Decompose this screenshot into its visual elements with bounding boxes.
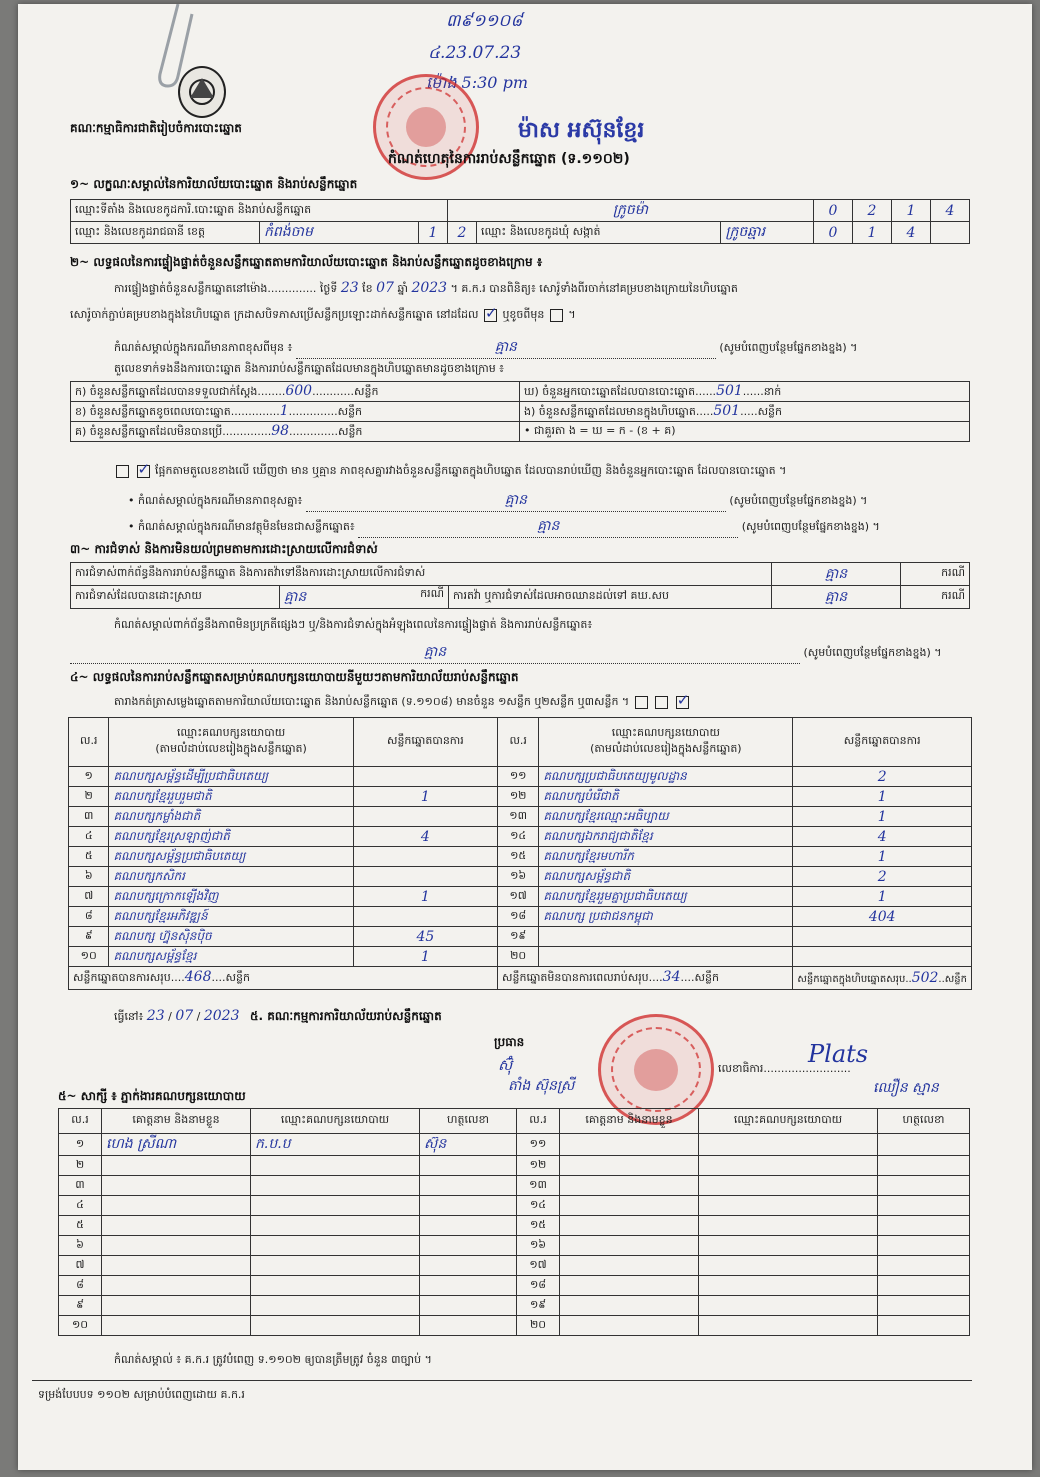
party-number: ១៨: [498, 907, 539, 927]
party-number: ៣: [69, 807, 109, 827]
has-diff-checkbox[interactable]: [116, 465, 129, 478]
s2-figures-table: ក) ចំនួនសន្លឹកឆ្នោតដែលបានទទួលជាក់ស្តែង........600............សន្លឹក ឃ) ចំនួនអ្នកបោះឆ្នោតដែលបានបោះឆ្នោត......501......នាក់ ខ) ចំនួនសន្លឹកឆ្នោតខូចពេលបោះឆ្នោត..............1..............សន្លឹក ង) ចំនួនសន្លឹកឆ្នោតដែលមានក្នុងហិបឆ្នោត.....501.....សន្លឹក គ) ចំនួនសន្លឹកឆ្នោតដែលមិនបានប្រើ..............98..............សន្លឹក • ជាគួរតា ង = ឃ = ក - (ខ + គ): [70, 381, 970, 442]
kha-value: 1: [279, 402, 289, 419]
s1-table: ឈ្មោះទីតាំង និងលេខកូដការិ.បោះឆ្នោត និងរាប់សន្លឹកឆ្នោត ក្រូចម៉ា 0 2 1 4 ឈ្មោះ និងលេខកូដរាជធានី ខេត្ត កំពង់ចាម 1 2 ឈ្មោះ និងលេខកូដឃុំ សង្កាត់ ក្រូចឆ្មារ 0 1 4: [70, 199, 970, 244]
province-name: កំពង់ចាម: [260, 222, 419, 244]
witness-number: ១០: [59, 1316, 102, 1336]
witness-number: ៧: [59, 1256, 102, 1276]
witness-name: [560, 1196, 699, 1216]
hw-code: ៣៩១១០៨: [446, 11, 523, 31]
footer-rule: [32, 1380, 972, 1381]
witness-number: ១៥: [517, 1216, 560, 1236]
table-row: [69, 847, 972, 867]
witness-number: ១១: [517, 1134, 560, 1156]
table-row: [59, 1134, 970, 1156]
witness-number: ១៩: [517, 1296, 560, 1316]
witness-name: [560, 1236, 699, 1256]
witness-number: ១៦: [517, 1236, 560, 1256]
party-name: គណបក្សខ្មែររួបរួមជាតិ: [109, 787, 353, 807]
witness-signature: [420, 1296, 517, 1316]
witness-party: [251, 1296, 420, 1316]
party-number: ២: [69, 787, 109, 807]
witness-party: [251, 1236, 420, 1256]
witness-signature: [420, 1176, 517, 1196]
witness-number: ៣: [59, 1176, 102, 1196]
party-name: គណបក្សខ្មែររួមគ្នាប្រជាធិបតេយ្យ: [539, 887, 793, 907]
party-number: ៦: [69, 867, 109, 887]
witness-name: [102, 1176, 251, 1196]
formula: • ជាគួរតា ង = ឃ = ក - (ខ + គ): [520, 422, 970, 442]
witness-number: ១៣: [517, 1176, 560, 1196]
damaged-checkbox[interactable]: [550, 309, 563, 322]
witness-party: [251, 1196, 420, 1216]
witness-signature: [878, 1176, 970, 1196]
party-name: គណបក្សកសិករ: [109, 867, 353, 887]
table-row: [59, 1216, 970, 1236]
witness-party: [251, 1316, 420, 1336]
party-number: ៧: [69, 887, 109, 907]
witness-name: [102, 1236, 251, 1256]
ngo-value: 501: [713, 402, 741, 419]
witness-party: [699, 1216, 878, 1236]
form-title: កំណត់ហេតុនៃការរាប់សន្លឹកឆ្នោត (ទ.១១០២): [388, 151, 630, 167]
nec-emblem: [178, 66, 226, 118]
witness-name: [102, 1196, 251, 1216]
witness-party: [699, 1276, 878, 1296]
table-row: [69, 927, 972, 947]
witness-party: [699, 1196, 878, 1216]
party-votes: 45: [353, 927, 497, 947]
witness-name: ហេង ស្រីណា: [102, 1134, 251, 1156]
table-row: [59, 1276, 970, 1296]
party-number: ១៤: [498, 827, 539, 847]
witness-party: [699, 1236, 878, 1256]
s3-note-value: គ្មាន: [70, 642, 800, 664]
s2-intro: តួលេខទាក់ទងនឹងការបោះឆ្នោត និងការរាប់សន្លឹកឆ្នោតដែលមានក្នុងហិបឆ្នោតមានដូចខាងក្រោម ៖: [114, 362, 505, 375]
party-votes: 1: [353, 947, 497, 967]
party-votes: [353, 807, 497, 827]
witness-party: ក.ប.ប: [251, 1134, 420, 1156]
party-name: [539, 927, 793, 947]
secretary-signature: Plats: [808, 1040, 869, 1068]
intact-checkbox[interactable]: [484, 309, 497, 322]
party-number: ៨: [69, 907, 109, 927]
witness-name: [560, 1256, 699, 1276]
party-number: ២០: [498, 947, 539, 967]
sign-day: 23: [146, 1008, 165, 1024]
witness-name: [560, 1316, 699, 1336]
sign-year: 2023: [203, 1008, 240, 1024]
witness-party: [251, 1216, 420, 1236]
party-votes: [353, 847, 497, 867]
table-row: [69, 787, 972, 807]
party-votes: 4: [793, 827, 972, 847]
party-name: គណបក្សកម្លាំងជាតិ: [109, 807, 353, 827]
party-number: ១៩: [498, 927, 539, 947]
witness-signature: [878, 1156, 970, 1176]
witness-number: ១៤: [517, 1196, 560, 1216]
check-day: 23: [340, 280, 359, 296]
party-number: ១៦: [498, 867, 539, 887]
table-row: [69, 907, 972, 927]
party-name: គណបក្សសម្ព័ន្ធដើម្បីប្រជាធិបតេយ្យ: [109, 767, 353, 787]
s5-note: កំណត់សម្គាល់ ៖ គ.ក.រ ត្រូវបំពេញ ទ.១១០២ ឲ្យបានត្រឹមត្រូវ ចំនួន ៣ច្បាប់ ។: [114, 1353, 432, 1366]
party-votes: 404: [793, 907, 972, 927]
party-number: ៤: [69, 827, 109, 847]
witness-signature: [878, 1296, 970, 1316]
form-paper: គណៈកម្មាធិការជាតិរៀបចំការបោះឆ្នោត ៣៩១១០៨ ៤.23.07.23 ម៉ោង 5:30 pm ម៉ាស អស៊ុនខ្មែរ កំណត់ហេតុនៃការរាប់សន្លឹកឆ្នោត (ទ.១១០២) ១~ លក្ខណៈសម្គាល់នៃការិយាល័យបោះឆ្នោត និងរាប់សន្លឹកឆ្នោត ឈ្មោះទីតាំង និងលេខកូដការិ.បោះឆ្នោត និងរាប់សន្លឹកឆ្នោត ក្រូចម៉ា 0 2 1 4 ឈ្មោះ និងលេខកូដរាជធានី ខេត្ត កំពង់ចាម 1 2 ឈ្មោះ និងលេខកូដឃុំ សង្កាត់ ក្រូចឆ្មារ 0 1 4 ២~ លទ្ធផលនៃការផ្ទៀងផ្ទាត់ចំនួនសន្លឹកឆ្នោតតាមការិយាល័យបោះឆ្នោត និងរាប់សន្លឹកឆ្នោតដូចខាងក្រោម ៖ ការផ្ទៀងផ្ទាត់ចំនួនសន្លឹកឆ្នោតនៅម៉ោង.............. ថ្ងៃទី 23 ខែ 07 ឆ្នាំ 2023 ។ គ.ក.រ បានពិនិត្យ៖ សោរ៉ូទាំងពីរចាក់នៅគម្របខាងក្រោយនៃហិបឆ្នោត សោរ៉ូចាក់ភ្ជាប់គម្របខាងក្នុងនៃហិបឆ្នោត ក្រដាសបិទភាសប្រើសន្លឹកប្រឡោះដាក់សន្លឹកឆ្នោត នៅដដែល ✓ ឬខូចពីមុន ។ កំណត់សម្គាល់ក្នុងករណីមានភាពខុសពីមុន ៖ គ្មាន (សូមបំពេញបន្ថែមផ្នែកខាងខ្នង) ។ តួលេខទាក់ទងនឹងការបោះឆ្នោត និងការរាប់សន្លឹកឆ្នោតដែលមានក្នុងហិបឆ្នោតមានដូចខាងក្រោម ៖ ក) ចំនួនសន្លឹកឆ្នោតដែលបានទទួលជាក់ស្តែង........600............សន្លឹក ឃ) ចំនួនអ្នកបោះឆ្នោតដែលបានបោះឆ្នោត......501......នាក់ ខ) ចំនួនសន្លឹកឆ្នោតខូចពេលបោះឆ្នោត..............1..............សន្លឹក ង) ចំនួនសន្លឹកឆ្នោតដែលមានក្នុងហិបឆ្នោត.....501.....សន្លឹក គ) ចំនួនសន្លឹកឆ្នោតដែលមិនបានប្រើ..............98..............សន្លឹក • ជាគួរតា ង = ឃ = ក - (ខ + គ) ✓ ផ្អែកតាមតួលេខខាងលើ ឃើញថា មាន ឬគ្មាន ភាពខុសគ្នារវាងចំនួនសន្លឹកឆ្នោតក្នុងហិបឆ្នោត ដែលបានរាប់ឃើញ និងចំនួនអ្នកបោះឆ្នោត ដែលបានបោះឆ្នោត ។ • កំណត់សម្គាល់ក្នុងករណីមានភាពខុសគ្នា៖ គ្មាន (សូមបំពេញបន្ថែមផ្នែកខាងខ្នង) ។ • កំណត់សម្គាល់ក្នុងករណីមានវត្ថុមិនមែនជាសន្លឹកឆ្នោត៖ គ្មាន (សូមបំពេញបន្ថែមផ្នែកខាងខ្នង) ។ ៣~ ការជំទាស់ និងការមិនយល់ព្រមតាមការដោះស្រាយលើការជំទាស់ ការជំទាស់ពាក់ព័ន្ធនឹងការរាប់សន្លឹកឆ្នោត និងការតវ៉ាទៅនឹងការដោះស្រាយលើការជំទាស់ គ្មាន ករណី ការជំទាស់ដែលបានដោះស្រាយ គ្មាន ករណី ការតវ៉ា ឬការជំទាស់ដែលអាចឈានដល់ទៅ គឃ.សប គ្មាន ករណី កំណត់សម្គាល់ពាក់ព័ន្ធនឹងភាពមិនប្រក្រតីផ្សេងៗ ឬ/និងការជំទាស់ក្នុងអំឡុងពេលនៃការផ្ទៀងផ្ទាត់ និងការរាប់សន្លឹកឆ្នោត៖ គ្មាន (សូមបំពេញបន្ថែមផ្នែកខាងខ្នង) ។ ៤~ លទ្ធផលនៃការរាប់សន្លឹកឆ្នោតសម្រាប់គណបក្សនយោបាយនីមួយៗតាមការិយាល័យរាប់សន្លឹកឆ្នោត តារាងកត់ត្រាសម្លេងឆ្នោតតាមការិយាល័យបោះឆ្នោត និងរាប់សន្លឹកឆ្នោត (ទ.១១០៨) មានចំនួន ១សន្លឹក ឬ២សន្លឹក ឬ៣សន្លឹក ។ ✓ ល.រ ឈ្មោះគណបក្សនយោបាយ (តាមលំដាប់លេខរៀងក្នុងសន្លឹកឆ្នោត) សន្លឹកឆ្នោតបានការ ល.រ ឈ្មោះគណបក្សនយោបាយ (តាមលំដាប់លេខរៀងក្នុងសន្លឹកឆ្នោត) សន្លឹកឆ្នោតបានការ ១ គណបក្សសម្ព័ន្ធដើម្បីប្រជាធិបតេយ្យ ១១ គណបក្សប្រជាធិបតេយ្យមូលដ្ឋាន 2 ២ គណបក្សខ្មែររួបរួមជាតិ 1 ១២ គណបក្សបំរើជាតិ 1 ៣ គណបក្សកម្លាំងជាតិ ១៣ គណបក្សខ្មែរឈ្មោះអធិប្បាយ 1 ៤ គណបក្សខ្មែរស្រឡាញ់ជាតិ 4 ១៤ គណបក្សឯករាជ្យជាតិខ្មែរ 4 ៥ គណបក្សសម្ព័ន្ធប្រជាធិបតេយ្យ ១៥ គណបក្សខ្មែរមហារីក 1 ៦ គណបក្សកសិករ ១៦ គណបក្សសម្ព័ន្ធជាតិ 2 ៧ គណបក្សក្រោកឡើងវិញ 1 ១៧ គណបក្សខ្មែររួមគ្នាប្រជាធិបតេយ្យ 1 ៨ គណបក្សខ្មែរអភិវឌ្ឍន៍ ១៨ គណបក្ស ប្រជាជនកម្ពុជា 404 ៩ គណបក្ស ហ្វ៊ុនស៊ិនប៉ិច 45 ១៩ ១០ គណបក្សសម្ព័ន្ធខ្មែរ 1 ២០ សន្លឹកឆ្នោតបានការសរុប....468....សន្លឹក សន្លឹកឆ្នោតមិនបានការពេលរាប់សរុប....34....សន្លឹក សន្លឹកឆ្នោតក្នុងហិបឆ្នោតសរុប..502..សន្លឹក ធ្វើនៅ៖ 23 / 07 / 2023 ៥. គណៈកម្មការការិយាល័យរាប់សន្លឹកឆ្នោត ប្រធាន ស៊ុំ តាំង ស៊ុនស្រី លេខាធិការ......................... Plats ឈឿន ស្មាន ៥~ សាក្សី ៖ ភ្នាក់ងារគណបក្សនយោបាយ ល.រ គោត្តនាម និងនាមខ្លួន ឈ្មោះគណបក្សនយោបាយ ហត្ថលេខា ល.រ គោត្តនាម និងនាមខ្លួន ឈ្មោះគណបក្សនយោបាយ ហត្ថលេខា ១ ហេង ស្រីណា ក.ប.ប ស៊ុន ១១ ២ ១២ ៣ ១៣ ៤ ១៤ ៥ ១៥ ៦ ១៦ ៧ ១៧ ៨ ១៨ ៩ ១៩ ១០ ២០ កំណត់សម្គាល់ ៖ គ.ក.រ ត្រូវបំពេញ ទ.១១០២ ឲ្យបានត្រឹមត្រូវ ចំនួន ៣ច្បាប់ ។ ទម្រង់បែបបទ ១១០២ សម្រាប់បំពេញដោយ គ.ក.រ: [18, 4, 1032, 1470]
one-sheet-checkbox[interactable]: [635, 696, 648, 709]
witness-name: [560, 1276, 699, 1296]
party-name: គណបក្សឯករាជ្យជាតិខ្មែរ: [539, 827, 793, 847]
s2-title: ២~ លទ្ធផលនៃការផ្ទៀងផ្ទាត់ចំនួនសន្លឹកឆ្នោតតាមការិយាល័យបោះឆ្នោត និងរាប់សន្លឹកឆ្នោតដូចខាងក្រោម ៖: [70, 255, 543, 269]
witness-name: [102, 1316, 251, 1336]
witness-party: [251, 1256, 420, 1276]
location-name: ក្រូចម៉ា: [448, 200, 814, 222]
s3-note: កំណត់សម្គាល់ពាក់ព័ន្ធនឹងភាពមិនប្រក្រតីផ្សេងៗ ឬ/និងការជំទាស់ក្នុងអំឡុងពេលនៃការផ្ទៀងផ្ទាត់ និងការរាប់សន្លឹកឆ្នោត៖: [114, 618, 593, 631]
ka-value: 600: [285, 382, 313, 399]
b2-value: គ្មាន: [358, 516, 738, 538]
chair-name: តាំង ស៊ុនស្រី: [508, 1078, 575, 1094]
witness-name: [102, 1156, 251, 1176]
witness-number: ៨: [59, 1276, 102, 1296]
party-votes: [793, 947, 972, 967]
witness-number: ១២: [517, 1156, 560, 1176]
witness-number: ៥: [59, 1216, 102, 1236]
witness-number: ១៧: [517, 1256, 560, 1276]
appeal-count: គ្មាន: [772, 586, 901, 609]
witness-signature: [420, 1316, 517, 1336]
witness-signature: [878, 1256, 970, 1276]
party-name: គណបក្សខ្មែរឈ្មោះអធិប្បាយ: [539, 807, 793, 827]
witness-signature: [420, 1276, 517, 1296]
three-sheet-checkbox[interactable]: [676, 696, 689, 709]
org-name: គណៈកម្មាធិការជាតិរៀបចំការបោះឆ្នោត: [70, 121, 242, 135]
witness-name: [102, 1276, 251, 1296]
table-row: [59, 1156, 970, 1176]
s4-title: ៤~ លទ្ធផលនៃការរាប់សន្លឹកឆ្នោតសម្រាប់គណបក្សនយោបាយនីមួយៗតាមការិយាល័យរាប់សន្លឹកឆ្នោត: [70, 670, 519, 684]
table-row: [69, 867, 972, 887]
witness-signature: [878, 1276, 970, 1296]
witness-signature: [878, 1216, 970, 1236]
s3-table: ការជំទាស់ពាក់ព័ន្ធនឹងការរាប់សន្លឹកឆ្នោត និងការតវ៉ាទៅនឹងការដោះស្រាយលើការជំទាស់ គ្មាន ករណី ការជំទាស់ដែលបានដោះស្រាយ គ្មាន ករណី ការតវ៉ា ឬការជំទាស់ដែលអាចឈានដល់ទៅ គឃ.សប គ្មាន ករណី: [70, 562, 970, 609]
party-name: គណបក្សខ្មែរស្រឡាញ់ជាតិ: [109, 827, 353, 847]
table-row: [69, 827, 972, 847]
party-number: ៥: [69, 847, 109, 867]
table-row: [59, 1316, 970, 1336]
s5-witness-table: ល.រ គោត្តនាម និងនាមខ្លួន ឈ្មោះគណបក្សនយោបាយ ហត្ថលេខា ល.រ គោត្តនាម និងនាមខ្លួន ឈ្មោះគណបក្សនយោបាយ ហត្ថលេខា ១ ហេង ស្រីណា ក.ប.ប ស៊ុន ១១ ២ ១២ ៣ ១៣ ៤ ១៤ ៥ ១៥ ៦ ១៦ ៧ ១៧ ៨ ១៨ ៩ ១៩ ១០ ២០: [58, 1108, 970, 1336]
table-row: [59, 1256, 970, 1276]
witness-party: [699, 1176, 878, 1196]
witness-number: ១៨: [517, 1276, 560, 1296]
witness-party: [699, 1256, 878, 1276]
chair-label: ប្រធាន: [494, 1035, 525, 1049]
party-name: គណបក្សខ្មែរអភិវឌ្ឍន៍: [109, 907, 353, 927]
party-name: គណបក្សសម្ព័ន្ធជាតិ: [539, 867, 793, 887]
check-month: 07: [376, 280, 394, 296]
table-row: [59, 1296, 970, 1316]
party-votes: 2: [793, 867, 972, 887]
s2-note-value: គ្មាន: [296, 337, 716, 359]
party-name: គណបក្សបំរើជាតិ: [539, 787, 793, 807]
table-row: [59, 1236, 970, 1256]
party-number: ១១: [498, 767, 539, 787]
sign-month: 07: [175, 1008, 194, 1024]
party-votes: 2: [793, 767, 972, 787]
witness-signature: [878, 1134, 970, 1156]
table-row: [59, 1196, 970, 1216]
witness-name: [560, 1134, 699, 1156]
witness-party: [699, 1156, 878, 1176]
witness-name: [102, 1296, 251, 1316]
s4-results-table: ល.រ ឈ្មោះគណបក្សនយោបាយ (តាមលំដាប់លេខរៀងក្នុងសន្លឹកឆ្នោត) សន្លឹកឆ្នោតបានការ ល.រ ឈ្មោះគណបក្សនយោបាយ (តាមលំដាប់លេខរៀងក្នុងសន្លឹកឆ្នោត) សន្លឹកឆ្នោតបានការ ១ គណបក្សសម្ព័ន្ធដើម្បីប្រជាធិបតេយ្យ ១១ គណបក្សប្រជាធិបតេយ្យមូលដ្ឋាន 2 ២ គណបក្សខ្មែររួបរួមជាតិ 1 ១២ គណបក្សបំរើជាតិ 1 ៣ គណបក្សកម្លាំងជាតិ ១៣ គណបក្សខ្មែរឈ្មោះអធិប្បាយ 1 ៤ គណបក្សខ្មែរស្រឡាញ់ជាតិ 4 ១៤ គណបក្សឯករាជ្យជាតិខ្មែរ 4 ៥ គណបក្សសម្ព័ន្ធប្រជាធិបតេយ្យ ១៥ គណបក្សខ្មែរមហារីក 1 ៦ គណបក្សកសិករ ១៦ គណបក្សសម្ព័ន្ធជាតិ 2 ៧ គណបក្សក្រោកឡើងវិញ 1 ១៧ គណបក្សខ្មែររួមគ្នាប្រជាធិបតេយ្យ 1 ៨ គណបក្សខ្មែរអភិវឌ្ឍន៍ ១៨ គណបក្ស ប្រជាជនកម្ពុជា 404 ៩ គណបក្ស ហ្វ៊ុនស៊ិនប៉ិច 45 ១៩ ១០ គណបក្សសម្ព័ន្ធខ្មែរ 1 ២០ សន្លឹកឆ្នោតបានការសរុប....468....សន្លឹក សន្លឹកឆ្នោតមិនបានការពេលរាប់សរុប....34....សន្លឹក សន្លឹកឆ្នោតក្នុងហិបឆ្នោតសរុប..502..សន្លឹក: [68, 717, 972, 990]
witness-signature: [420, 1256, 517, 1276]
form-footer: ទម្រង់បែបបទ ១១០២ សម្រាប់បំពេញដោយ គ.ក.រ: [38, 1388, 245, 1401]
b1-value: គ្មាន: [306, 490, 726, 512]
party-name: គណបក្សប្រជាធិបតេយ្យមូលដ្ឋាន: [539, 767, 793, 787]
party-votes: 1: [793, 807, 972, 827]
hw-time: ម៉ោង 5:30 pm: [426, 73, 528, 92]
party-votes: [353, 867, 497, 887]
witness-number: ២០: [517, 1316, 560, 1336]
witness-signature: [878, 1316, 970, 1336]
witness-name: [560, 1156, 699, 1176]
chair-signature: ស៊ុំ: [498, 1056, 513, 1074]
party-votes: 1: [793, 887, 972, 907]
secretary-name: ឈឿន ស្មាន: [873, 1080, 939, 1096]
party-votes: [793, 927, 972, 947]
kho-value: 501: [716, 382, 743, 399]
party-name: គណបក្សក្រោកឡើងវិញ: [109, 887, 353, 907]
witness-party: [699, 1296, 878, 1316]
witness-number: ៩: [59, 1296, 102, 1316]
valid-total: 468: [184, 969, 212, 985]
witness-signature: [878, 1196, 970, 1216]
witness-signature: [420, 1156, 517, 1176]
table-row: [69, 947, 972, 967]
witness-party: [251, 1156, 420, 1176]
objection-count: គ្មាន: [772, 563, 901, 586]
table-row: [59, 1176, 970, 1196]
hw-date: ៤.23.07.23: [428, 43, 522, 63]
party-name: គណបក្សសម្ព័ន្ធប្រជាធិបតេយ្យ: [109, 847, 353, 867]
party-name: [539, 947, 793, 967]
party-votes: 1: [793, 847, 972, 867]
witness-party: [251, 1176, 420, 1196]
party-votes: 1: [793, 787, 972, 807]
witness-name: [102, 1256, 251, 1276]
invalid-total: 34: [662, 969, 681, 985]
party-name: គណបក្សសម្ព័ន្ធខ្មែរ: [109, 947, 353, 967]
hw-title: ម៉ាស អស៊ុនខ្មែរ: [518, 118, 645, 143]
witness-name: [102, 1216, 251, 1236]
witness-signature: ស៊ុន: [420, 1134, 517, 1156]
table-row: [69, 887, 972, 907]
two-sheet-checkbox[interactable]: [655, 696, 668, 709]
witness-signature: [878, 1236, 970, 1256]
witness-party: [251, 1276, 420, 1296]
s1-title: ១~ លក្ខណៈសម្គាល់នៃការិយាល័យបោះឆ្នោត និងរាប់សន្លឹកឆ្នោត: [70, 177, 358, 191]
party-votes: 1: [353, 787, 497, 807]
party-number: ១០: [69, 947, 109, 967]
table-row: [69, 807, 972, 827]
party-votes: [353, 907, 497, 927]
witness-party: [699, 1134, 878, 1156]
witness-signature: [420, 1236, 517, 1256]
witness-name: [560, 1296, 699, 1316]
party-number: ១៧: [498, 887, 539, 907]
s5-title: ៥~ សាក្សី ៖ ភ្នាក់ងារគណបក្សនយោបាយ: [58, 1089, 246, 1103]
party-votes: 1: [353, 887, 497, 907]
check-year: 2023: [411, 280, 448, 296]
witness-number: ១: [59, 1134, 102, 1156]
party-name: គណបក្ស ហ្វ៊ុនស៊ិនប៉ិច: [109, 927, 353, 947]
party-votes: 4: [353, 827, 497, 847]
party-number: ១២: [498, 787, 539, 807]
witness-signature: [420, 1216, 517, 1236]
table-row: [69, 767, 972, 787]
party-name: គណបក្សខ្មែរមហារីក: [539, 847, 793, 867]
resolved-count: គ្មាន: [284, 588, 307, 605]
witness-number: ២: [59, 1156, 102, 1176]
party-number: ១៥: [498, 847, 539, 867]
box-total: 502: [911, 969, 939, 986]
party-number: ៩: [69, 927, 109, 947]
party-votes: [353, 767, 497, 787]
ko-value: 98: [271, 422, 290, 439]
witness-name: [560, 1216, 699, 1236]
commune-name: ក្រូចឆ្មារ: [721, 222, 814, 244]
party-name: គណបក្ស ប្រជាជនកម្ពុជា: [539, 907, 793, 927]
witness-name: [560, 1176, 699, 1196]
no-diff-checkbox[interactable]: [137, 465, 150, 478]
party-number: ១៣: [498, 807, 539, 827]
witness-number: ៤: [59, 1196, 102, 1216]
s3-title: ៣~ ការជំទាស់ និងការមិនយល់ព្រមតាមការដោះស្រាយលើការជំទាស់: [70, 542, 378, 556]
party-number: ១: [69, 767, 109, 787]
witness-number: ៦: [59, 1236, 102, 1256]
witness-party: [699, 1316, 878, 1336]
witness-signature: [420, 1196, 517, 1216]
